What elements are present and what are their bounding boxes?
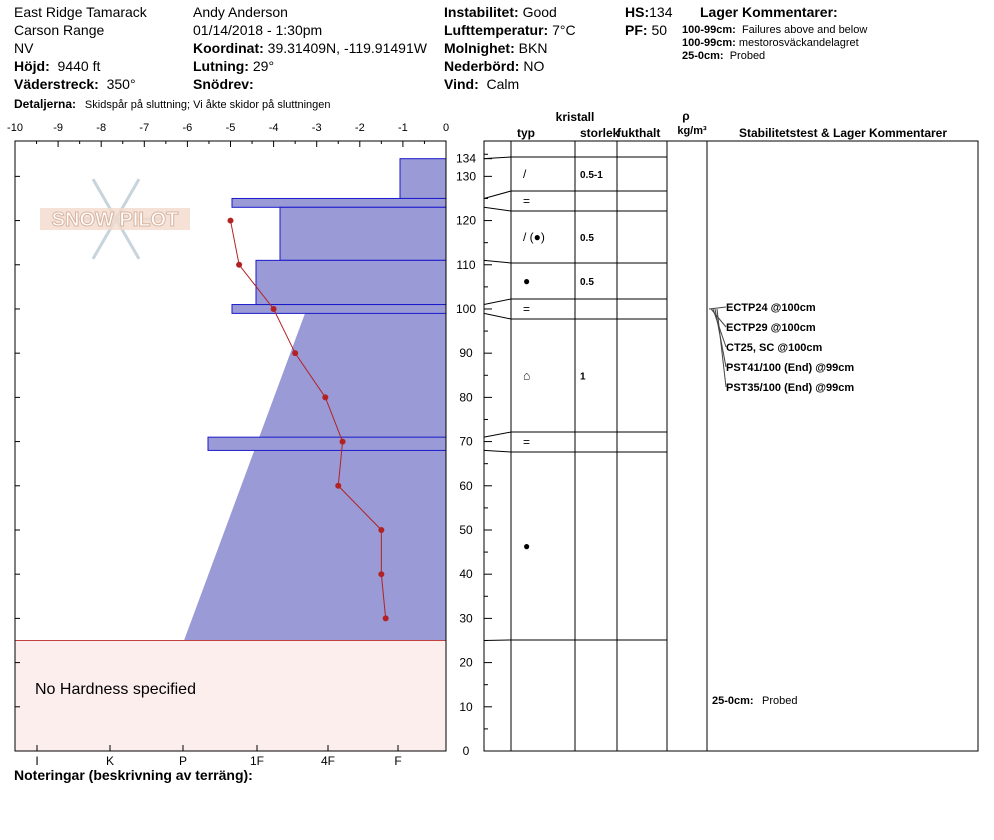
- temp-tick-label: -6: [182, 122, 193, 134]
- cloud-value: BKN: [518, 40, 548, 56]
- height-tick-label: 100: [455, 301, 477, 316]
- temperature-point: [271, 306, 277, 312]
- grain-size: 0.5: [580, 233, 594, 244]
- hardness-tick-label: 1F: [249, 754, 265, 768]
- stability-test: PST35/100 (End) @99cm: [726, 382, 855, 394]
- hs-label: HS:: [625, 4, 650, 20]
- hardness-tick-label: F: [394, 754, 402, 768]
- temperature-point: [378, 527, 384, 533]
- layer-boundary-connector: [484, 432, 511, 437]
- col-header-rho: ρ: [682, 109, 690, 123]
- layer-boundary-connector: [484, 299, 511, 305]
- slope-value: 29°: [252, 58, 275, 74]
- temp-tick-label: -4: [268, 122, 279, 134]
- layer-comment: 25-0cm: Probed: [682, 50, 766, 62]
- cloud-label: Molnighet:: [444, 40, 515, 56]
- temp-tick-label: -2: [354, 122, 365, 134]
- grain-type: =: [523, 302, 531, 316]
- hardness-tick-label: I: [35, 754, 39, 768]
- hardness-bar: [232, 305, 446, 314]
- aspect-label: Väderstreck:: [14, 76, 99, 92]
- col-header-stability: Stabilitetstest & Lager Kommentarer: [738, 126, 948, 140]
- layer-comment: 100-99cm: mestorosväckandelagret: [682, 37, 859, 49]
- col-header-typ: typ: [517, 126, 535, 140]
- hs-value: 134: [649, 4, 673, 20]
- hardness-bar: [232, 198, 446, 207]
- temperature-point: [383, 615, 389, 621]
- grain-type: =: [523, 435, 531, 449]
- col-header-kristall: kristall: [555, 110, 595, 124]
- height-tick-label: 90: [459, 346, 473, 361]
- height-tick-label: 20: [459, 655, 473, 670]
- wind-value: Calm: [486, 76, 520, 92]
- coord-label: Koordinat:: [193, 40, 264, 56]
- layer-table-panel: [484, 109, 978, 751]
- temp-tick-label: -10: [7, 122, 23, 134]
- hardness-tick-label: 4F: [320, 754, 336, 768]
- stability-test: ECTP24 @100cm: [726, 302, 816, 314]
- height-tick-label: 40: [459, 567, 473, 582]
- height-tick-label: 10: [459, 699, 473, 714]
- hardness-tick-label: K: [105, 754, 115, 768]
- temperature-point: [236, 262, 242, 268]
- instability-value: Good: [522, 4, 557, 20]
- temperature-point: [340, 439, 346, 445]
- temp-tick-label: -7: [139, 122, 150, 134]
- state: NV: [14, 40, 34, 56]
- height-tick-label: 110: [456, 257, 476, 272]
- col-header-fukthalt: fukthalt: [617, 126, 661, 140]
- height-tick-label: 50: [459, 522, 473, 537]
- hardness-tick-label: P: [178, 754, 188, 768]
- aspect-value: 350°: [106, 76, 136, 92]
- height-tick-label: 80: [459, 390, 473, 405]
- stability-test-arrow: [717, 309, 726, 387]
- precip-label: Nederbörd:: [444, 58, 520, 74]
- wind-label: Vind:: [444, 76, 479, 92]
- precip-value: NO: [523, 58, 545, 74]
- stability-test: PST41/100 (End) @99cm: [726, 362, 855, 374]
- snowpilot-logo: [40, 179, 190, 259]
- elevation-label: Höjd:: [14, 58, 50, 74]
- hardness-bar: [184, 313, 446, 640]
- datetime: 01/14/2018 - 1:30pm: [193, 22, 323, 38]
- details-value: Skidspår på sluttning; Vi åkte skidor på sluttningen: [84, 99, 331, 111]
- temperature-point: [292, 350, 298, 356]
- grain-type: =: [523, 194, 531, 208]
- hardness-bar: [208, 437, 446, 450]
- logo-text: SNOW PILOT: [51, 209, 179, 231]
- table-frame: [484, 141, 978, 751]
- coord-value: 39.31409N, -119.91491W: [267, 40, 427, 56]
- height-tick-label: 60: [459, 478, 473, 493]
- observer: Andy Anderson: [193, 4, 288, 20]
- layer-boundary-connector: [484, 260, 511, 263]
- grain-size: 1: [580, 371, 586, 383]
- airtemp-value: 7°C: [552, 22, 576, 38]
- location: East Ridge Tamarack: [14, 4, 147, 20]
- layer-boundary-connector: [484, 191, 511, 198]
- layer-comment: 100-99cm: Failures above and below: [682, 24, 868, 36]
- stability-test-arrow: [709, 307, 726, 309]
- right-comment-text: Probed: [762, 695, 798, 707]
- layer-boundary-connector: [484, 313, 511, 319]
- height-tick-label: 70: [459, 434, 473, 449]
- hardness-bar: [280, 207, 446, 260]
- notes-label: Noteringar (beskrivning av terräng):: [14, 767, 253, 783]
- grain-type: / (●): [523, 230, 545, 244]
- height-tick-label: 134: [455, 151, 477, 166]
- stability-test: CT25, SC @100cm: [726, 342, 823, 354]
- temperature-point: [378, 571, 384, 577]
- grain-type: /: [523, 167, 527, 181]
- height-tick-label: 130: [455, 169, 477, 184]
- right-comment-range: 25-0cm:: [712, 695, 754, 707]
- grain-type: ●: [523, 274, 531, 288]
- layer-boundary-connector: [484, 157, 511, 159]
- airtemp-label: Lufttemperatur:: [444, 22, 549, 38]
- grain-type: ⌂: [523, 368, 531, 383]
- elevation-value: 9440 ft: [57, 58, 101, 74]
- temp-tick-label: -3: [311, 122, 322, 134]
- height-axis: [456, 141, 492, 758]
- layer-boundary-connector: [484, 450, 511, 452]
- temperature-point: [228, 218, 234, 224]
- hardness-bar: [400, 159, 446, 199]
- grain-size: 0.5-1: [580, 170, 603, 181]
- pf-label: PF:: [625, 22, 648, 38]
- snowdrift-label: Snödrev:: [193, 76, 254, 92]
- col-header-storlek: storlek: [580, 126, 620, 140]
- temp-tick-label: -8: [96, 122, 107, 134]
- temp-tick-label: -9: [53, 122, 63, 134]
- layer-comments-title: Lager Kommentarer:: [700, 4, 838, 20]
- stability-test: ECTP29 @100cm: [726, 322, 816, 334]
- grain-size: 0.5: [580, 277, 594, 288]
- range: Carson Range: [14, 22, 105, 38]
- height-tick-label: 0: [462, 744, 470, 758]
- grain-type: ●: [523, 539, 531, 553]
- temp-tick-label: -5: [225, 122, 236, 134]
- pf-value: 50: [651, 22, 668, 38]
- details-label: Detaljerna:: [14, 97, 77, 111]
- height-tick-label: 120: [455, 213, 477, 228]
- instability-label: Instabilitet:: [444, 4, 519, 20]
- temperature-point: [322, 394, 328, 400]
- hardness-bar: [256, 260, 446, 304]
- slope-label: Lutning:: [193, 58, 249, 74]
- layer-boundary-connector: [484, 207, 511, 211]
- no-hardness-text: No Hardness specified: [35, 681, 196, 698]
- col-header-rho-unit: kg/m³: [677, 125, 707, 137]
- height-tick-label: 30: [459, 611, 473, 626]
- temp-tick-label: -1: [398, 122, 408, 134]
- temperature-point: [335, 483, 341, 489]
- temp-tick-label: 0: [442, 122, 450, 134]
